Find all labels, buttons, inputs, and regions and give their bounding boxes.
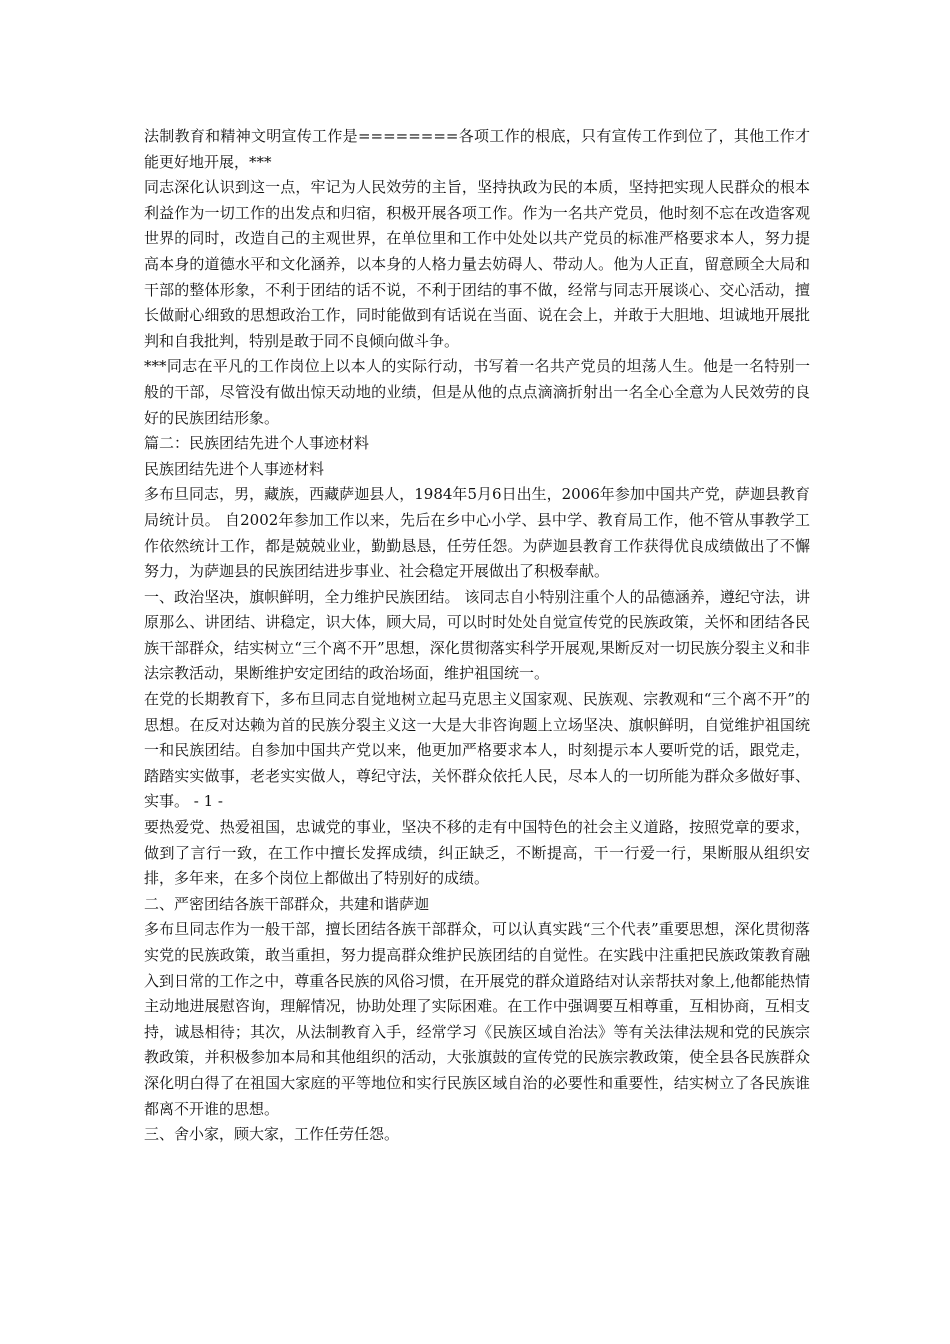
document-title: 民族团结先进个人事迹材料 <box>144 459 325 478</box>
paragraph: ***同志在平凡的工作岗位上以本人的实际行动，书写着一名共产党员的坦荡人生。他是一名特别一般的干部，尽管没有做出惊天动地的业绩，但是从他的点点滴滴折射出一名全心全意为人民效劳的良好的民族团结形象。 <box>144 357 810 427</box>
paragraph: 多布旦同志，男，藏族，西藏萨迦县人，1984年5月6日出生，2006年参加中国共产党，萨迦县教育局统计员。 自2002年参加工作以来，先后在乡中心小学、县中学、教育局工作，他不管从事教学工作依然统计工作，都是兢兢业业，勤勤恳恳，任劳任怨。为萨迦县教育工作获得优良成绩做出了不懈努力，为萨迦县的民族团结进步事业、社会稳定开展做出了积极奉献。 <box>144 485 810 581</box>
section-heading: 二、严密团结各族干部群众，共建和谐萨迦 <box>144 894 430 913</box>
paragraph: 要热爱党、热爱祖国，忠诚党的事业，坚决不移的走有中国特色的社会主义道路，按照党章的要求，做到了言行一致，在工作中擅长发挥成绩，纠正缺乏，不断提高，干一行爱一行，果断服从组织安排，多年来，在多个岗位上都做出了特别好的成绩。 <box>144 818 810 888</box>
paragraph: 法制教育和精神文明宣传工作是========各项工作的根底，只有宣传工作到位了，其他工作才能更好地开展，*** <box>144 127 810 171</box>
section-heading: 篇二：民族团结先进个人事迹材料 <box>144 434 370 453</box>
paragraph: 一、政治坚决，旗帜鲜明，全力维护民族团结。 该同志自小特别注重个人的品德涵养，遵纪守法，讲原那么、讲团结、讲稳定，识大体，顾大局，可以时时处处自觉宣传党的民族政策，关怀和团结各民族干部群众，结实树立“三个离不开”思想，深化贯彻落实科学开展观,果断反对一切民族分裂主义和非法宗教活动，果断维护安定团结的政治场面，维护祖国统一。 <box>144 587 810 683</box>
section-heading: 三、舍小家，顾大家，工作任劳任怨。 <box>144 1125 400 1144</box>
paragraph: 多布旦同志作为一般干部，擅长团结各族干部群众，可以认真实践“三个代表”重要思想，深化贯彻落实党的民族政策，敢当重担，努力提高群众维护民族团结的自觉性。在实践中注重把民族政策教育融入到日常的工作之中，尊重各民族的风俗习惯，在开展党的群众道路结对认亲帮扶对象上,他都能热情主动地进展慰咨询，理解情况，协助处理了实际困难。在工作中强调要互相尊重，互相协商，互相支持，诚恳相待；其次，从法制教育入手，经常学习《民族区域自治法》等有关法律法规和党的民族宗教政策，并积极参加本局和其他组织的活动，大张旗鼓的宣传党的民族宗教政策，使全县各民族群众深化明白得了在祖国大家庭的平等地位和实行民族区域自治的必要性和重要性，结实树立了各民族谁都离不开谁的思想。 <box>144 920 810 1118</box>
paragraph: 在党的长期教育下，多布旦同志自觉地树立起马克思主义国家观、民族观、宗教观和“三个离不开”的思想。在反对达赖为首的民族分裂主义这一大是大非咨询题上立场坚决、旗帜鲜明，自觉维护祖国统一和民族团结。自参加中国共产党以来，他更加严格要求本人，时刻提示本人要听党的话，跟党走，踏踏实实做事，老老实实做人，尊纪守法，关怀群众依托人民，尽本人的一切所能为群众多做好事、实事。 - 1 - <box>144 690 810 811</box>
paragraph: 同志深化认识到这一点，牢记为人民效劳的主旨，坚持执政为民的本质，坚持把实现人民群众的根本利益作为一切工作的出发点和归宿，积极开展各项工作。作为一名共产党员，他时刻不忘在改造客观世界的同时，改造自己的主观世界，在单位里和工作中处处以共产党员的标准严格要求本人，努力提高本身的道德水平和文化涵养，以本身的人格力量去妨碍人、带动人。他为人正直，留意顾全大局和干部的整体形象，不利于团结的话不说，不利于团结的事不做，经常与同志开展谈心、交心活动，擅长做耐心细致的思想政治工作，同时能做到有话说在当面、说在会上，并敢于大胆地、坦诚地开展批判和自我批判，特别是敢于同不良倾向做斗争。 <box>144 178 810 350</box>
document-body <box>144 124 810 1148</box>
